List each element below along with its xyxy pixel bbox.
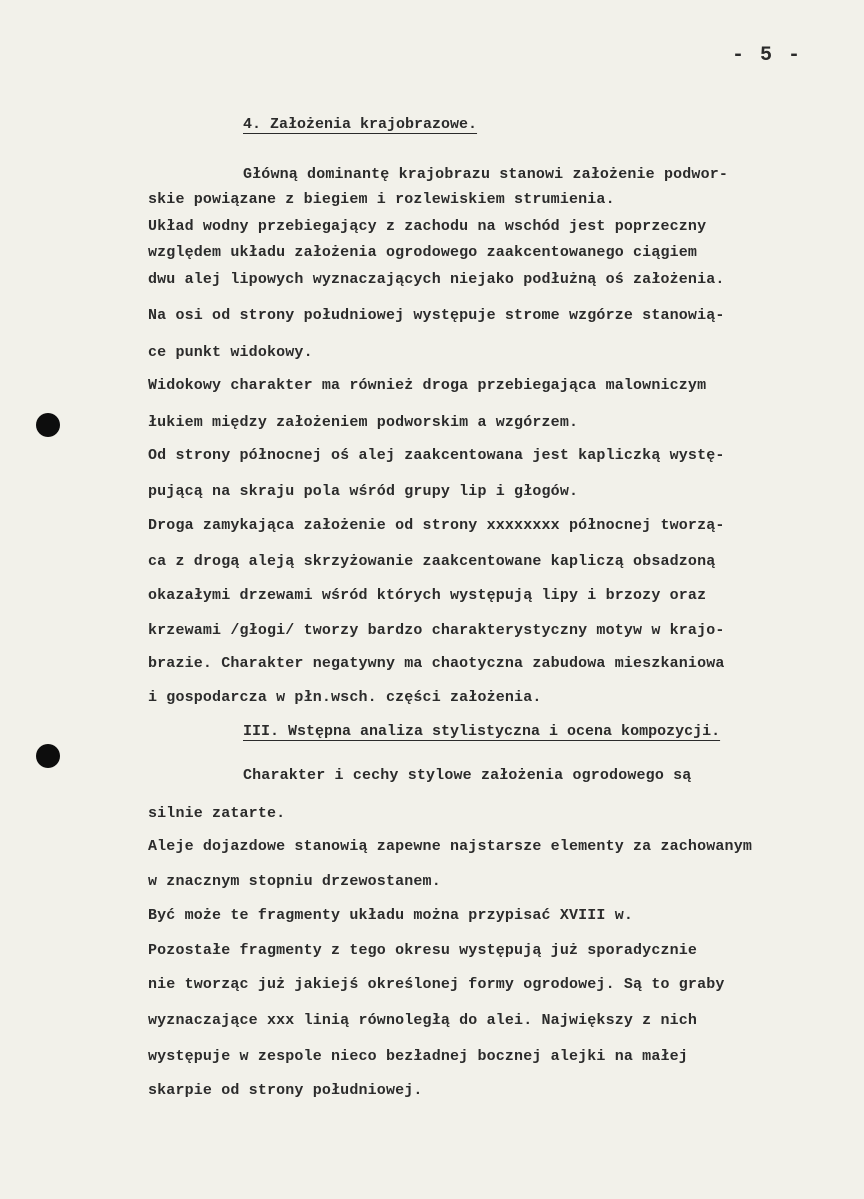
- text-line: krzewami /głogi/ tworzy bardzo charakterystyczny motyw w krajo-: [148, 622, 725, 639]
- text-line: Charakter i cechy stylowe założenia ogrodowego są: [243, 767, 692, 784]
- text-line: Aleje dojazdowe stanowią zapewne najstarsze elementy za zachowanym: [148, 838, 752, 855]
- text-line: Być może te fragmenty układu można przypisać XVIII w.: [148, 907, 634, 924]
- text-line: silnie zatarte.: [148, 805, 286, 822]
- text-line: Pozostałe fragmenty z tego okresu występują już sporadycznie: [148, 942, 698, 959]
- text-line: Główną dominantę krajobrazu stanowi założenie podwor-: [243, 166, 729, 183]
- text-line: Na osi od strony południowej występuje strome wzgórze stanowią-: [148, 307, 725, 324]
- text-line: w znacznym stopniu drzewostanem.: [148, 873, 441, 890]
- text-line: brazie. Charakter negatywny ma chaotyczna zabudowa mieszkaniowa: [148, 655, 725, 672]
- text-line: względem układu założenia ogrodowego zaakcentowanego ciągiem: [148, 244, 698, 261]
- text-line: wyznaczające xxx linią równoległą do alei. Największy z nich: [148, 1012, 698, 1029]
- text-line: ce punkt widokowy.: [148, 344, 313, 361]
- text-line: Od strony północnej oś alej zaakcentowana jest kapliczką wystę-: [148, 447, 725, 464]
- punch-hole: [36, 413, 60, 437]
- page-number: - 5 -: [731, 44, 802, 67]
- text-line: skie powiązane z biegiem i rozlewiskiem strumienia.: [148, 191, 615, 208]
- section-heading: 4. Założenia krajobrazowe.: [243, 116, 478, 133]
- text-line: dwu alej lipowych wyznaczających niejako podłużną oś założenia.: [148, 271, 725, 288]
- text-line: Widokowy charakter ma również droga przebiegająca malowniczym: [148, 377, 707, 394]
- text-line: pującą na skraju pola wśród grupy lip i głogów.: [148, 483, 579, 500]
- text-line: Układ wodny przebiegający z zachodu na wschód jest poprzeczny: [148, 218, 707, 235]
- text-line: skarpie od strony południowej.: [148, 1082, 423, 1099]
- text-line: Droga zamykająca założenie od strony xxxxxxxx północnej tworzą-: [148, 517, 725, 534]
- section-heading: III. Wstępna analiza stylistyczna i ocena kompozycji.: [243, 723, 721, 740]
- text-line: nie tworząc już jakiejś określonej formy ogrodowej. Są to graby: [148, 976, 725, 993]
- text-line: okazałymi drzewami wśród których występują lipy i brzozy oraz: [148, 587, 707, 604]
- punch-hole: [36, 744, 60, 768]
- text-line: i gospodarcza w płn.wsch. części założenia.: [148, 689, 542, 706]
- text-line: ca z drogą aleją skrzyżowanie zaakcentowane kapliczą obsadzoną: [148, 553, 716, 570]
- text-line: łukiem między założeniem podworskim a wzgórzem.: [148, 414, 579, 431]
- text-line: występuje w zespole nieco bezładnej bocznej alejki na małej: [148, 1048, 688, 1065]
